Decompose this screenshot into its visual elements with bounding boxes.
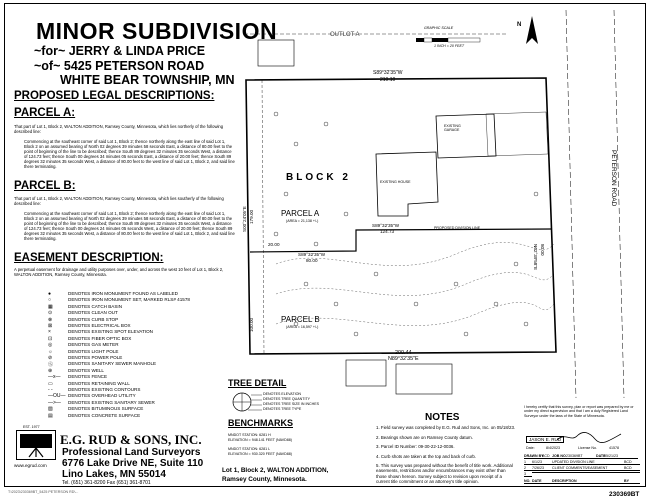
company-sub: Professional Land Surveyors: [62, 447, 201, 458]
legend-symbol: —OU—: [48, 393, 66, 400]
legend-symbol: ●: [48, 291, 52, 297]
block-label: BLOCK 2: [286, 172, 351, 183]
parcel-b-heading: PARCEL B:: [14, 180, 76, 192]
tree-icon: [464, 332, 468, 336]
tree-icon: [534, 192, 538, 196]
left-dist-1: 179.00: [249, 209, 254, 224]
right-bearing: N02°39'58"E: [533, 244, 538, 271]
revision-cell: 1: [524, 460, 532, 465]
mid-dist-2: 80.00: [306, 258, 318, 263]
house-label: EXISTING HOUSE: [380, 180, 411, 184]
legend-label: DENOTES RETAINING WALL: [68, 380, 130, 386]
legend-label: DENOTES CURB STOP: [68, 316, 119, 322]
revision-cell: 7/26/23: [532, 466, 552, 471]
revision-cell: 6/1/23: [532, 460, 552, 465]
parcel-b-label: PARCEL B: [281, 315, 320, 324]
road-label: PETERSON ROAD: [610, 150, 617, 207]
revision-cell: 230369BT: [566, 454, 596, 459]
legend-symbol: ▤: [48, 412, 53, 419]
left-bearing: S00°24'05"E: [242, 206, 247, 232]
legend-label: DENOTES POWER POLE: [68, 355, 123, 360]
est-year: EST. 1977: [23, 425, 40, 429]
revision-cell: [624, 472, 640, 473]
graphic-scale: [416, 38, 480, 42]
cert-license: 41578: [609, 446, 619, 450]
sheet-id: 230369BT: [609, 491, 640, 498]
legend-label: DENOTES CATCH BASIN: [68, 303, 123, 309]
legal-heading: PROPOSED LEGAL DESCRIPTIONS:: [14, 90, 215, 102]
legend-label: DENOTES WELL: [68, 367, 104, 373]
signature-icon: [555, 430, 625, 444]
for-line: ~for~ JERRY & LINDA PRICE: [34, 44, 206, 58]
company-phone: Tel. (651) 361-8200 Fax (651) 361-8701: [62, 480, 151, 486]
tree-icon: [354, 332, 358, 336]
legend-symbol: ⊠: [48, 323, 53, 329]
tree-markers: [274, 112, 538, 336]
revision-cell: JOB NO: [552, 454, 566, 458]
file-path: T:\2023\230369BT_5425 PETERSON RD\...: [8, 490, 79, 494]
note-item: 1. Field survey was completed by E.G. Rud and Sons, Inc. on 05/18/23.: [376, 425, 516, 430]
revision-cell: DRAWN BY: [524, 454, 544, 458]
legend-label: DENOTES FENCE: [68, 374, 108, 380]
west-dist: 20.00: [268, 242, 280, 247]
tree-line-2: DENOTES TREE QUANTITY: [263, 397, 311, 401]
tree-icon: [344, 212, 348, 216]
legend-symbol: ▭: [48, 380, 53, 387]
revision-cell: DATE: [596, 454, 606, 458]
legend-symbol: ⊡: [48, 335, 53, 342]
legend-label: DENOTES OVERHEAD UTILITY: [68, 393, 136, 399]
bottom-dist: 200.44: [395, 350, 412, 356]
top-bearing: S89°32'35"W: [373, 70, 403, 76]
parcel-a-label: PARCEL A: [281, 209, 320, 218]
tree-icon: [494, 302, 498, 306]
revision-cell: BY: [624, 479, 640, 484]
tree-icon: [294, 142, 298, 146]
tree-icon: [274, 232, 278, 236]
legend-symbol: ⊕: [48, 367, 53, 374]
tree-icon: [324, 122, 328, 126]
legend-symbol: ▦: [48, 303, 53, 310]
note-item: 5. This survey was prepared without the benefit of title work. Additional easements, restrictions and/or encumbrances may exist other than those shown hereon. Survey subject to revision upon receipt of a current title commitment or an attorney's title opinion.: [376, 463, 513, 485]
legend-symbol: ▨: [48, 406, 53, 413]
note-item: 3. Parcel ID Number: 09-30-22-12-0036.: [376, 444, 455, 449]
legend-symbol: ◎: [48, 342, 53, 349]
legend-symbol: - -: [48, 387, 53, 393]
legend-label: DENOTES IRON MONUMENT SET, MARKED RLS# 41578: [68, 297, 190, 303]
mid-dist-1: 124.73: [380, 229, 395, 234]
tree-icon: [414, 302, 418, 306]
revision-cell: BCD: [624, 466, 640, 471]
legend-label: DENOTES EXISTING CONTOURS: [68, 387, 141, 392]
legend-symbol: Ⓢ: [48, 362, 54, 369]
revision-cell: DATE: [532, 479, 552, 484]
benchmarks-heading: BENCHMARKS: [228, 418, 293, 428]
legend-label: DENOTES GAS METER: [68, 342, 119, 348]
parcel-b-area: (AREA = 16,597 +/-): [286, 325, 319, 329]
south-house: [396, 364, 452, 394]
revision-cell: NO.: [524, 479, 531, 483]
legend-label: DENOTES LIGHT POLE: [68, 348, 119, 354]
scale-text: 1 INCH = 20 FEET: [434, 44, 465, 48]
north-arrow-icon: [526, 16, 538, 44]
notes-heading: NOTES: [425, 412, 460, 423]
footer-legal-2: Ramsey County, Minnesota.: [222, 476, 307, 483]
legend-label: DENOTES CLEAN OUT: [68, 310, 118, 316]
tree-icon: [374, 272, 378, 276]
survey-plan: [236, 4, 646, 398]
tree-icon: [514, 262, 518, 266]
township-line: WHITE BEAR TOWNSHIP, MN: [60, 73, 235, 87]
tree-icon: [314, 242, 318, 246]
mid-bearing-2: S89°32'35"W: [298, 252, 326, 257]
revision-cell: 2: [524, 466, 532, 471]
revision-cell: [552, 472, 624, 473]
tree-icon: [274, 112, 278, 116]
parcel-a-intro: That part of Lot 1, Block 2, WALTON ADDITION, Ramsey County, Minnesota, which lies northerly of the following described line:: [14, 124, 224, 134]
of-line: ~of~ 5425 PETERSON ROAD: [34, 59, 205, 73]
legend-symbol: ⊗: [48, 316, 53, 323]
top-dist: 210.10: [380, 77, 396, 83]
legend-label: DENOTES EXISTING SANITARY SEWER: [68, 399, 155, 405]
revision-cell: CLIENT COMMENTS/EASEMENT: [552, 466, 624, 471]
revision-cell: UPDATED DIVISION LINE: [552, 460, 624, 465]
surveyor-name: JASON E. RUD: [526, 436, 564, 443]
legend-symbol: ×: [48, 329, 51, 336]
cert-date-label: Date:: [526, 446, 535, 450]
company-logo: [16, 430, 56, 460]
company-web[interactable]: www.egrud.com: [14, 463, 47, 468]
easement-heading: EASEMENT DESCRIPTION:: [14, 252, 164, 264]
revision-cell: BCD: [624, 460, 640, 465]
legend-label: DENOTES BITUMINOUS SURFACE: [68, 406, 144, 412]
graphic-scale-label: GRAPHIC SCALE: [424, 26, 454, 30]
revision-cell: DESCRIPTION: [552, 479, 624, 484]
revision-cell: BCD: [542, 454, 552, 459]
company-city: Lino Lakes, MN 55014: [62, 469, 166, 480]
footer-legal-1: Lot 1, Block 2, WALTON ADDITION,: [222, 467, 329, 474]
parcel-b-intro: That part of Lot 1, Block 2, WALTON ADDITION, Ramsey County, Minnesota, which lies southerly of the following described line:: [14, 196, 224, 206]
road-edge-west: [566, 10, 576, 398]
tree-line-1: DENOTES ELEVATION: [263, 392, 302, 396]
tree-line-4: DENOTES TREE TYPE: [263, 407, 302, 411]
legend-label: DENOTES SANITARY SEWER MANHOLE: [68, 361, 157, 367]
parcel-b-body: Commencing at the southeast corner of said Lot 1, Block 2; thence northerly along the east line of said Lot 1, Block 2 on an assumed bearing of North 02 degrees 39 minutes 58 seconds East, a distance of 80.00 feet to the point of beginning of the line to be described; thence South 89 degrees 32 minutes 35 seconds West, a distance of 124.73 feet; thence South 00 degrees 24 minutes 05 seconds West, a distance of 20.00 feet; thence South 89 degrees 32 minutes 35 seconds West, a distance of 80.00 feet to the west line of said Lot 1, Block 2, and said line there terminating.: [24, 211, 235, 241]
benchmark-2: MNDOT STATION: 6281 L: [228, 447, 271, 451]
legend-label: DENOTES IRON MONUMENT FOUND AS LABELED: [68, 291, 178, 296]
parcel-a-area: (AREA = 21,138 +/-): [286, 219, 319, 223]
legend-symbol: ⊙: [48, 310, 53, 317]
note-item: 2. Bearings shown are on Ramsey County datum.: [376, 434, 473, 440]
benchmark-2-elev: ELEVATION = 930.320 FEET (NAVD88): [228, 452, 292, 456]
legend-symbol: ⊘: [48, 355, 53, 361]
tree-line-3: DENOTES TREE SIZE IN INCHES: [263, 402, 320, 406]
note-item: 4. Curb shots are taken at the top and back of curb.: [376, 453, 477, 459]
north-label: N: [517, 22, 522, 28]
legend-label: DENOTES FIBER OPTIC BOX: [68, 335, 132, 341]
contour-2: [276, 272, 554, 295]
right-dist: 80.00: [540, 244, 545, 256]
bottom-bearing: N89°32'35"E: [388, 356, 419, 362]
easement-body: A perpetual easement for drainage and utility purposes over, under, and across the west 10 feet of Lot 1, Block 2, WALTON ADDITION, Ramsey County, Minnesota.: [14, 267, 224, 277]
legend-symbol: ☼: [48, 348, 53, 355]
outlot-label: OUTLOT A: [330, 32, 360, 38]
south-garage: [346, 360, 386, 386]
tree-icon: [284, 192, 288, 196]
revision-cell: 3: [524, 472, 532, 477]
division-line: [250, 229, 552, 252]
cert-date: 8/4/2023: [546, 446, 560, 450]
parcel-a-heading: PARCEL A:: [14, 107, 76, 119]
revision-cell: 05/21/23: [604, 454, 638, 459]
legend-label: DENOTES EXISTING SPOT ELEVATION: [68, 329, 154, 335]
cert-license-label: License No.: [578, 446, 597, 450]
tree-icon: [454, 282, 458, 286]
legend-label: DENOTES ELECTRICAL BOX: [68, 323, 131, 328]
certification-text: I hereby certify that this survey, plan or report was prepared by me or under my direct supervision and that I am a duly Registered Land Surveyor under the laws of the State of Minnesota.: [524, 405, 634, 418]
tree-icon: [304, 282, 308, 286]
garage-label: EXISTING GARAGE: [444, 124, 461, 133]
division-label: PROPOSED DIVISION LINE: [434, 226, 481, 230]
tree-detail-heading: TREE DETAIL: [228, 378, 287, 388]
left-dist-2: 100.00: [249, 317, 254, 332]
legend-symbol: —x—: [48, 374, 61, 381]
page-title: MINOR SUBDIVISION: [36, 18, 278, 44]
company-address: 6776 Lake Drive NE, Suite 110: [62, 458, 204, 469]
mid-bearing-1: S89°32'35"W: [372, 223, 400, 228]
tree-icon: [524, 322, 528, 326]
easement-line: [262, 80, 264, 354]
benchmark-1: MNDOT STATION: 6281 H: [228, 433, 271, 437]
legend-symbol: —>—: [48, 399, 61, 406]
legend-symbol: ○: [48, 297, 52, 304]
revision-cell: [532, 472, 552, 473]
company-name: E.G. RUD & SONS, INC.: [60, 432, 202, 447]
legend-label: DENOTES CONCRETE SURFACE: [68, 412, 141, 418]
tree-icon: [334, 302, 338, 306]
parcel-a-body: Commencing at the southeast corner of said Lot 1, Block 2; thence northerly along the east line of said Lot 1, Block 2 on an assumed bearing of North 02 degrees 39 minutes 58 seconds East, a distance of 80.00 feet to the point of beginning of the line to be described; thence South 89 degrees 32 minutes 35 seconds West, a distance of 124.73 feet; thence South 00 degrees 34 minutes 05 seconds East, a distance of 20.00 feet; thence South 89 degrees 32 minutes 35 seconds West, a distance of 80.00 feet to the west line of said Lot 1, Block 2, and said line there terminating.: [24, 139, 235, 169]
benchmark-1-elev: ELEVATION = 948.141 FEET (NAVD88): [228, 438, 292, 442]
surveyor-logo-icon: [17, 431, 55, 459]
neighbor-garage: [258, 40, 294, 66]
